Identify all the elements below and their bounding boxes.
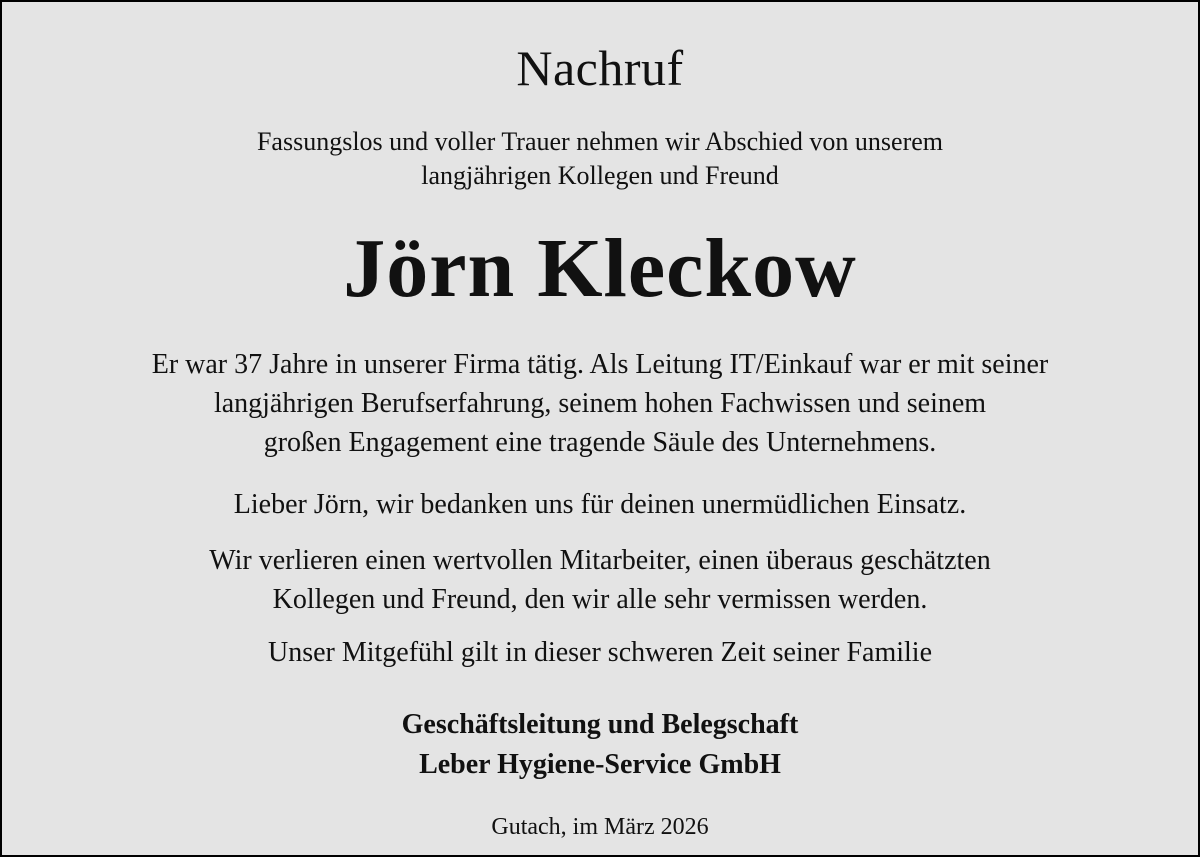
paragraph-line: großen Engagement eine tragende Säule des Unternehmens. — [263, 427, 937, 458]
paragraph-line: langjährigen Berufserfahrung, seinem hohen Fachwissen und seinem — [213, 388, 987, 419]
condolence-paragraph: Unser Mitgefühl gilt in dieser schweren Zeit seiner Familie — [267, 637, 933, 668]
intro-line: langjährigen Kollegen und Freund — [421, 161, 779, 190]
career-paragraph — [2, 345, 1198, 462]
thanks-paragraph: Lieber Jörn, wir bedanken uns für deinen unermüdlichen Einsatz. — [233, 489, 967, 520]
deceased-name: Jörn Kleckow — [343, 222, 857, 315]
signature-block — [2, 705, 1198, 785]
intro-line: Fassungslos und voller Trauer nehmen wir Abschied von unserem — [256, 127, 944, 156]
notice-title: Nachruf — [516, 40, 684, 96]
paragraph-line: Wir verlieren einen wertvollen Mitarbeiter, einen überaus geschätzten — [209, 545, 991, 576]
paragraph-line: Kollegen und Freund, den wir alle sehr vermissen werden. — [272, 584, 928, 615]
place-date: Gutach, im März 2026 — [491, 814, 709, 840]
signature-line: Leber Hygiene-Service GmbH — [419, 749, 781, 780]
intro-text — [2, 125, 1198, 193]
signature-line: Geschäftsleitung und Belegschaft — [401, 709, 799, 740]
paragraph-line: Er war 37 Jahre in unserer Firma tätig. Als Leitung IT/Einkauf war er mit seiner — [151, 349, 1049, 380]
loss-paragraph — [2, 541, 1198, 619]
